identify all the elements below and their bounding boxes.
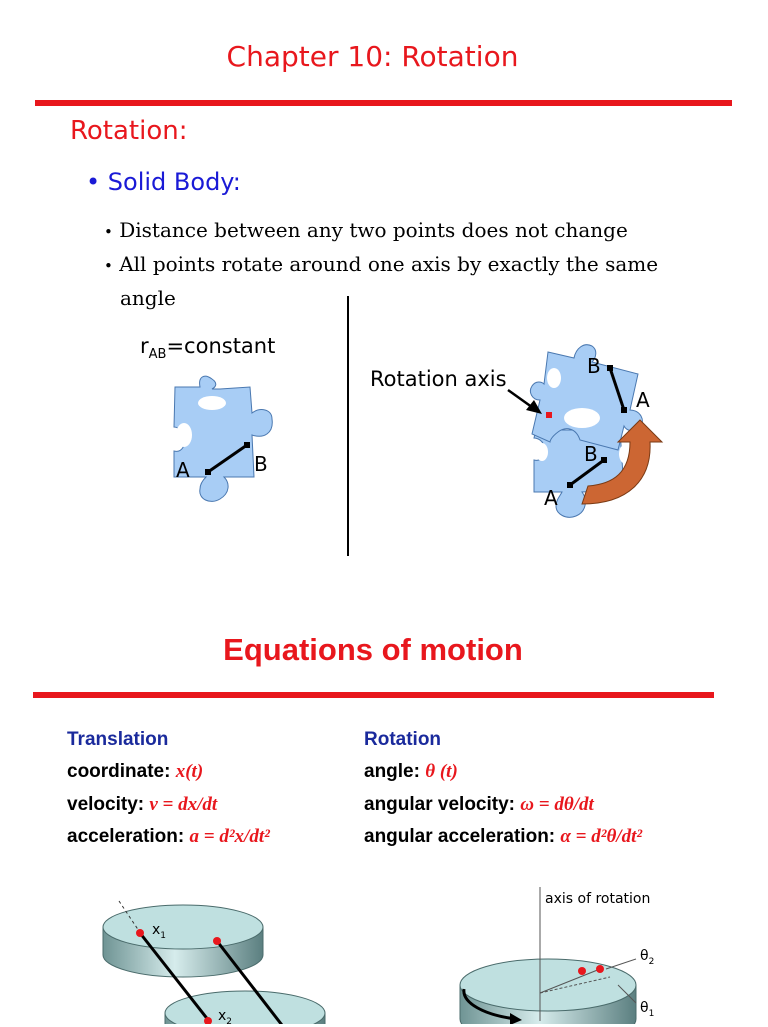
puzzle-hole: [198, 396, 226, 410]
translation-velocity: [67, 794, 217, 816]
label-theta1: $\theta_1$: [640, 1000, 655, 1019]
label-theta2: $\theta_2$: [640, 948, 655, 967]
slide1-title-rule: [35, 100, 732, 106]
rotation-angular-acceleration: [364, 826, 642, 848]
coordinate-value: x(t): [175, 761, 204, 782]
acceleration-label: acceleration:: [67, 826, 185, 847]
angular-velocity-value: ω = dθ/dt: [520, 794, 594, 815]
acceleration-value: a = d²x/dt²: [189, 826, 270, 847]
solid-body-label: Solid Body:: [107, 168, 241, 196]
point-theta2: [578, 967, 586, 975]
slide1-title: Chapter 10: Rotation: [226, 40, 519, 73]
theta2-pointer: [606, 959, 636, 969]
rotation-axis-label: Rotation axis: [370, 367, 507, 391]
translation-coordinate: coordinate: x(t): [67, 761, 204, 782]
point-b1: [213, 937, 221, 945]
velocity-label: velocity:: [67, 794, 145, 815]
rotation-angle: angle: θ (t): [364, 761, 458, 782]
rotation-header: Rotation: [364, 729, 442, 750]
slide1-heading: Rotation:: [70, 116, 188, 146]
rab-sub: AB: [148, 347, 167, 363]
subbullet-dot: •: [104, 257, 113, 275]
angular-acceleration-value: α = d²θ/dt²: [560, 826, 643, 847]
slide2-title: Equations of motion: [223, 632, 523, 667]
axis-point: [546, 412, 552, 418]
right-puzzle-figure: [490, 330, 680, 530]
point-b-bottom: [601, 457, 607, 463]
right-label-b-top: B: [587, 354, 601, 378]
vertical-divider: [347, 296, 349, 556]
right-label-a-bottom: A: [544, 486, 558, 510]
axis-of-rotation-label: axis of rotation: [545, 891, 651, 907]
puzzle-hole: [176, 423, 192, 447]
right-label-b-bottom: B: [584, 442, 598, 466]
point-theta1: [596, 965, 604, 973]
translation-acceleration: [67, 826, 270, 848]
left-label-b: B: [254, 452, 268, 476]
subbullet-2-cont: angle: [120, 286, 176, 310]
left-puzzle-figure: [160, 375, 290, 535]
subbullet-dot: •: [104, 223, 113, 241]
point-a: [205, 469, 211, 475]
angle-value: θ (t): [425, 761, 458, 782]
angular-acceleration-label: angular acceleration:: [364, 826, 556, 847]
point-b: [244, 442, 250, 448]
label-x2: $x_2$: [218, 1008, 233, 1027]
subbullet-text: Distance between any two points does not change: [119, 218, 628, 242]
point-a-bottom: [567, 482, 573, 488]
subbullet-2: [104, 252, 658, 276]
bullet-dot: •: [86, 168, 101, 196]
puzzle-hole: [564, 408, 600, 428]
coordinate-label: coordinate: [67, 761, 165, 782]
solid-body-bullet: [86, 168, 241, 196]
translation-header: Translation: [67, 729, 169, 750]
rab-constant: =constant: [166, 334, 276, 358]
puzzle-hole: [536, 443, 548, 461]
rab-r: r: [140, 334, 149, 358]
translation-disk-figure: [95, 895, 355, 1024]
rab-label: [140, 334, 275, 362]
velocity-value: v = dx/dt: [149, 794, 218, 815]
point-b-top: [607, 365, 613, 371]
disk-1-top: [103, 905, 263, 949]
left-label-a: A: [176, 458, 190, 482]
subbullet-1: [104, 218, 628, 242]
disk-top: [460, 959, 636, 1011]
right-label-a-top: A: [636, 388, 650, 412]
angular-velocity-label: angular velocity:: [364, 794, 515, 815]
slide2-title-rule: [33, 692, 714, 698]
label-x1: $x_1$: [152, 922, 167, 941]
point-x1: [136, 929, 144, 937]
point-a-top: [621, 407, 627, 413]
angle-label: angle: [364, 761, 414, 782]
puzzle-hole: [547, 368, 561, 388]
rotation-angular-velocity: [364, 794, 594, 816]
subbullet-text: All points rotate around one axis by exactly the same: [119, 252, 659, 276]
